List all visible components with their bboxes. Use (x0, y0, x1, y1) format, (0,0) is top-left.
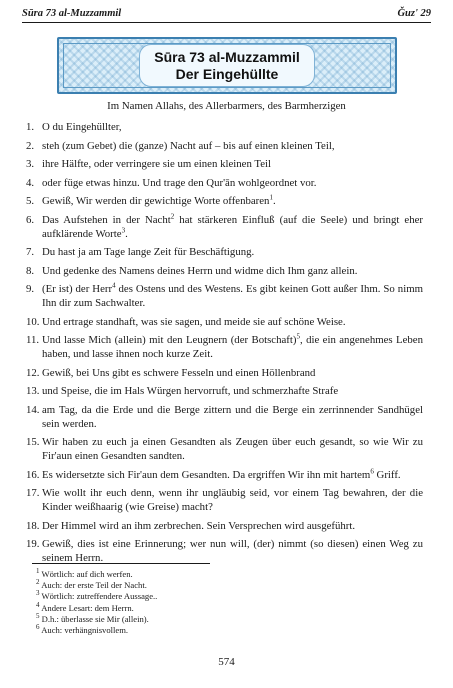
verse-text: Du hast ja am Tage lange Zeit für Beschäftigung. (42, 246, 255, 258)
verse-text: und Speise, die im Hals Würgen hervorruft, und schmerzhafte Strafe (42, 385, 339, 397)
verse-text: Gewiß, Wir werden dir gewichtige Worte offenbaren$^1$. (42, 193, 276, 207)
footnote-text: Wörtlich: auf dich werfen. (41, 569, 133, 579)
footnote-text: Auch: der erste Teil der Nacht. (41, 580, 147, 591)
banner-panel (139, 44, 315, 87)
verse-text: Wie wollt ihr euch denn, wenn ihr ungläubig seid, vor einem Tag bewahren, der die Kinder weißhaarig (wie Greise) macht? (42, 487, 423, 513)
verse-text: Gewiß, dies ist eine Erinnerung; wer nun will, (der) nimmt (so diesen) einen Weg zu seinem Herrn. (42, 538, 423, 564)
verse-number: 4. (26, 176, 35, 189)
verse-item (26, 486, 423, 514)
verse-item (26, 468, 423, 482)
verse-item (26, 435, 423, 463)
running-header (22, 8, 431, 23)
verse-item (26, 245, 423, 259)
verse-text: Und ertrage standhaft, was sie sagen, und meide sie auf schöne Weise. (42, 315, 346, 328)
footnote-item (36, 600, 423, 614)
verse-number: 18. (26, 519, 40, 532)
footnote-text: D.h.: überlasse sie Mir (allein). (41, 613, 149, 624)
footnote-text: Wörtlich: zutreffendere Aussage.. (41, 591, 158, 602)
verse-text: steh (zum Gebet) die (ganze) Nacht auf – bis auf einen kleinen Teil, (42, 139, 335, 152)
verse-number: 12. (26, 366, 40, 379)
surah-banner (57, 37, 397, 94)
surah-title: Sūra 73 al-Muzzammil (154, 48, 300, 65)
verse-list (26, 120, 423, 570)
footnote-number: 6 (36, 623, 40, 632)
verse-item (26, 366, 423, 380)
header-surah-title: Sūra 73 al-Muzzammil (22, 8, 122, 19)
verse-item (26, 213, 423, 241)
footnote-marker: 3 (121, 225, 126, 234)
verse-item (26, 157, 423, 171)
verse-text: Es widersetzte sich Fir'aun dem Gesandten. Da ergriffen Wir ihn mit hartem$^6$ Griff. (42, 466, 401, 481)
verse-text: oder füge etwas hinzu. Und trage den Qur'ān wohlgeordnet vor. (42, 176, 317, 189)
footnote-divider (32, 563, 210, 564)
verse-text: Und lasse Mich (allein) mit den Leugnern (der Botschaft)$^5$, die ein angenehmes Leben haben, und lasse ihnen noch kurze Zeit. (42, 332, 423, 360)
verse-number: 13. (26, 385, 40, 397)
verse-item (26, 282, 423, 310)
verse-text: Gewiß, bei Uns gibt es schwere Fesseln und einen Höllenbrand (42, 366, 316, 379)
verse-number: 6. (26, 213, 35, 226)
footnote-number: 1 (36, 567, 40, 576)
footnote-item (36, 591, 423, 602)
page-number: 574 (218, 656, 235, 668)
verse-text: O du Eingehüllter, (42, 121, 122, 133)
footnote-marker: 6 (370, 466, 374, 475)
verse-text: (Er ist) der Herr$^4$ des Ostens und des Westens. Es gibt keinen Gott außer Ihm. So nimm Ihn dir zum Sachwalter. (42, 281, 423, 309)
verse-number: 11. (26, 334, 40, 346)
verse-number: 5. (26, 195, 35, 207)
verse-number: 1. (26, 121, 35, 133)
footnote-number: 5 (36, 611, 40, 620)
footnote-list (36, 569, 423, 636)
footnote-number: 3 (36, 589, 40, 598)
verse-item (26, 519, 423, 533)
verse-number: 10. (26, 315, 40, 328)
surah-subtitle: Der Eingehüllte (175, 65, 279, 82)
verse-number: 8. (26, 264, 35, 277)
footnote-item (36, 611, 423, 625)
verse-number: 14. (26, 403, 40, 416)
verse-text: Das Aufstehen in der Nacht$^2$ hat stärkeren Einfluß (auf die Seele) und bringt eher aufklärende Worte$^3$. (42, 211, 423, 240)
footnote-item (36, 625, 423, 636)
verse-number: 15. (26, 436, 40, 448)
verse-item (26, 403, 423, 431)
verse-text: Wir haben zu euch ja einen Gesandten als Zeugen über euch gesandt, so wie Wir zu Fir'aun einen Gesandten sandten. (42, 436, 423, 462)
header-juz: Ǧuz' 29 (397, 8, 431, 19)
verse-text: ihre Hälfte, oder verringere sie um einen kleinen Teil (42, 158, 271, 170)
verse-item (26, 264, 423, 278)
verse-item (26, 537, 423, 565)
footnote-marker: 1 (269, 193, 273, 202)
verse-number: 2. (26, 139, 35, 152)
footnote-item (36, 580, 423, 591)
verse-item (26, 384, 423, 398)
verse-text: am Tag, da die Erde und die Berge zittern und die Berge ein zerrinnender Sandhügel sein werden. (42, 403, 423, 430)
footnote-marker: 5 (296, 332, 300, 341)
footnote-number: 4 (36, 600, 40, 609)
verse-number: 16. (26, 468, 40, 481)
footnote-marker: 2 (170, 211, 175, 220)
verse-item (26, 120, 423, 134)
verse-text: Der Himmel wird an ihm zerbrechen. Sein Versprechen wird ausgeführt. (42, 519, 356, 532)
verse-number: 3. (26, 158, 35, 170)
verse-number: 9. (26, 283, 35, 295)
footnote-number: 2 (36, 578, 40, 587)
footnote-text: Auch: verhängnisvollem. (41, 625, 129, 636)
verse-number: 19. (26, 538, 40, 550)
verse-item (26, 176, 423, 190)
footnote-marker: 4 (112, 281, 116, 290)
verse-text: Und gedenke des Namens deines Herrn und widme dich Ihm ganz allein. (42, 264, 358, 277)
verse-item (26, 333, 423, 361)
footnote-item (36, 569, 423, 580)
verse-item (26, 315, 423, 329)
verse-number: 7. (26, 246, 35, 258)
basmala: Im Namen Allahs, des Allerbarmers, des Barmherzigen (107, 100, 346, 112)
footnote-text: Andere Lesart: dem Herrn. (41, 602, 134, 613)
verse-number: 17. (26, 487, 40, 499)
verse-item (26, 139, 423, 153)
verse-item (26, 194, 423, 208)
